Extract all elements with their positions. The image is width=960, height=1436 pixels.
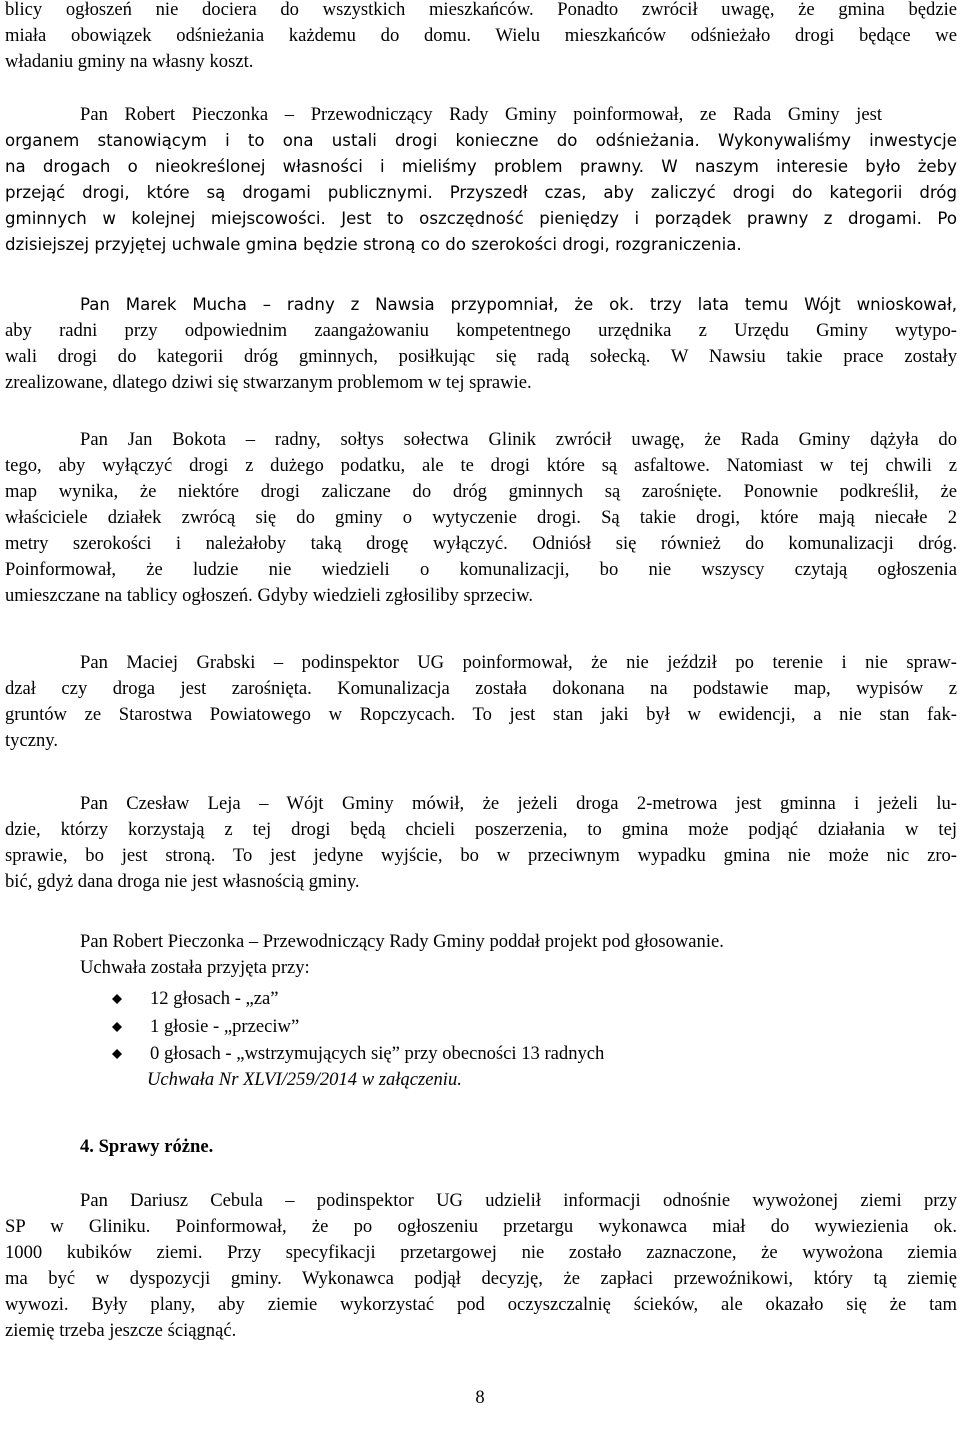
text-line: Pan Robert Pieczonka – Przewodniczący Rady Gminy poddał projekt pod głosowanie. bbox=[80, 931, 724, 952]
text-line: organem stanowiącym i to ona ustali drogi konieczne do odśnieżania. Wykonywaliśmy inwestycje bbox=[5, 131, 957, 150]
diamond-bullet-icon bbox=[112, 1022, 122, 1032]
vote-result-text: 0 głosach - „wstrzymujących się” przy obecności 13 radnych bbox=[150, 1043, 605, 1064]
text-line: metry szerokości i należałoby taką drogę wyłączyć. Odniósł się również do komunalizacji dróg. bbox=[5, 533, 957, 554]
text-line: gruntów ze Starostwa Powiatowego w Ropczycach. To jest stan jaki był w ewidencji, a nie stan fak- bbox=[5, 704, 957, 725]
vote-result-text: 1 głosie - „przeciw” bbox=[150, 1015, 300, 1037]
text-line: umieszczane na tablicy ogłoszeń. Gdyby wiedzieli zgłosiliby sprzeciw. bbox=[5, 585, 534, 606]
text-line: dzisiejszej przyjętej uchwale gmina będzie stroną co do szerokości drogi, rozgraniczenia. bbox=[5, 235, 742, 254]
text-line: miała obowiązek odśnieżania każdemu do domu. Wielu mieszkańców odśnieżało drogi będące we bbox=[5, 25, 957, 46]
diamond-bullet-icon bbox=[112, 994, 122, 1004]
vote-result-text: 12 głosach - „za” bbox=[150, 988, 279, 1009]
text-line: dzał czy droga jest zarośnięta. Komunalizacja została dokonana na podstawie map, wypisów z bbox=[5, 678, 957, 699]
vote-results-list bbox=[112, 985, 604, 1068]
text-line: sprawie, bo jest stroną. To jest jedyne wyjście, bo w przeciwnym wypadku gmina nie może nic zro- bbox=[5, 845, 957, 866]
text-line: bić, gdyż dana droga nie jest własnością gminy. bbox=[5, 871, 360, 892]
text-line: właściciele działek zwrócą się do gminy o wytyczenie drogi. Są takie drogi, które mają niecałe 2 bbox=[5, 507, 957, 528]
page-number: 8 bbox=[475, 1387, 485, 1408]
section-heading: 4. Sprawy różne. bbox=[80, 1136, 214, 1157]
text-line: przejąć drogi, które są drogami publicznymi. Przyszedł czas, aby zaliczyć drogi do kategorii dróg bbox=[5, 183, 957, 202]
text-line: ziemię trzeba jeszcze ściągnąć. bbox=[5, 1320, 237, 1341]
text-line: tego, aby wyłączyć drogi z dużego podatku, ale te drogi które są asfaltowe. Natomiast w tej chwili z bbox=[5, 455, 957, 476]
list-item bbox=[112, 985, 604, 1013]
text-line: Pan Jan Bokota – radny, sołtys sołectwa Glinik zwrócił uwagę, że Rada Gminy dążyła do bbox=[80, 429, 957, 450]
text-line: Pan Marek Mucha – radny z Nawsia przypomniał, że ok. trzy lata temu Wójt wnioskował, bbox=[80, 295, 957, 314]
paragraph-pieczonka bbox=[5, 102, 957, 258]
text-line: 1000 kubików ziemi. Przy specyfikacji przetargowej nie zostało zaznaczone, że wywożona ziemia bbox=[5, 1242, 957, 1263]
paragraph-continuation bbox=[5, 0, 957, 75]
text-line: dzie, którzy korzystają z tej drogi będą chcieli poszerzenia, to gmina może podjąć działania w tej bbox=[5, 819, 957, 840]
text-line: zrealizowane, dlatego dziwi się stwarzanym problemom w tej sprawie. bbox=[5, 372, 532, 393]
paragraph-leja bbox=[5, 791, 957, 895]
paragraph-voting-intro bbox=[80, 929, 950, 981]
resolution-note: Uchwała Nr XLVI/259/2014 w załączeniu. bbox=[147, 1069, 462, 1090]
text-line: tyczny. bbox=[5, 730, 59, 751]
text-line: Pan Dariusz Cebula – podinspektor UG udzielił informacji odnośnie wywożonej ziemi przy bbox=[80, 1190, 957, 1211]
text-line: wali drogi do kategorii dróg gminnych, posiłkując się radą sołecką. W Nawsiu takie prace zostały bbox=[5, 346, 957, 367]
text-line: Pan Czesław Leja – Wójt Gminy mówił, że jeżeli droga 2-metrowa jest gminna i jeżeli lu- bbox=[80, 793, 957, 814]
text-line: aby radni przy odpowiednim zaangażowaniu kompetentnego urzędnika z Urzędu Gminy wytypo- bbox=[5, 320, 957, 341]
text-line: ma być w dyspozycji gminy. Wykonawca podjął decyzję, że zapłaci przewoźnikowi, który tą ziemię bbox=[5, 1268, 957, 1289]
list-item bbox=[112, 1040, 604, 1068]
text-line: Poinformował, że ludzie nie wiedzieli o komunalizacji, bo nie wszyscy czytają ogłoszenia bbox=[5, 559, 957, 580]
text-line: blicy ogłoszeń nie dociera do wszystkich mieszkańców. Ponadto zwrócił uwagę, że gmina będzie bbox=[5, 0, 957, 20]
paragraph-bokota bbox=[5, 427, 957, 609]
text-line: wywozi. Były plany, aby ziemie wykorzystać pod oczyszczalnię ścieków, ale okazało się że tam bbox=[5, 1294, 957, 1315]
text-line: SP w Gliniku. Poinformował, że po ogłoszeniu przetargu wykonawca miał do wywiezienia ok. bbox=[5, 1216, 957, 1237]
text-line: na drogach o nieokreślonej własności i mieliśmy problem prawny. W naszym interesie było żeby bbox=[5, 157, 957, 176]
text-line: władaniu gminy na własny koszt. bbox=[5, 51, 254, 72]
paragraph-grabski bbox=[5, 650, 957, 754]
list-item bbox=[112, 1013, 604, 1041]
paragraph-mucha bbox=[5, 292, 957, 396]
diamond-bullet-icon bbox=[112, 1049, 122, 1059]
paragraph-cebula bbox=[5, 1188, 957, 1344]
text-line: gminnych w kolejnej miejscowości. Jest to oszczędność pieniędzy i porządek prawny z drogami. Po bbox=[5, 209, 957, 228]
text-line: map wynika, że niektóre drogi zaliczane do dróg gminnych są zarośnięte. Ponownie podkreślił, że bbox=[5, 481, 957, 502]
text-line: Pan Maciej Grabski – podinspektor UG poinformował, że nie jeździł po terenie i nie spraw- bbox=[80, 652, 957, 673]
text-line: Uchwała została przyjęta przy: bbox=[80, 957, 310, 978]
text-line: Pan Robert Pieczonka – Przewodniczący Rady Gminy poinformował, ze Rada Gminy jest bbox=[80, 104, 882, 125]
